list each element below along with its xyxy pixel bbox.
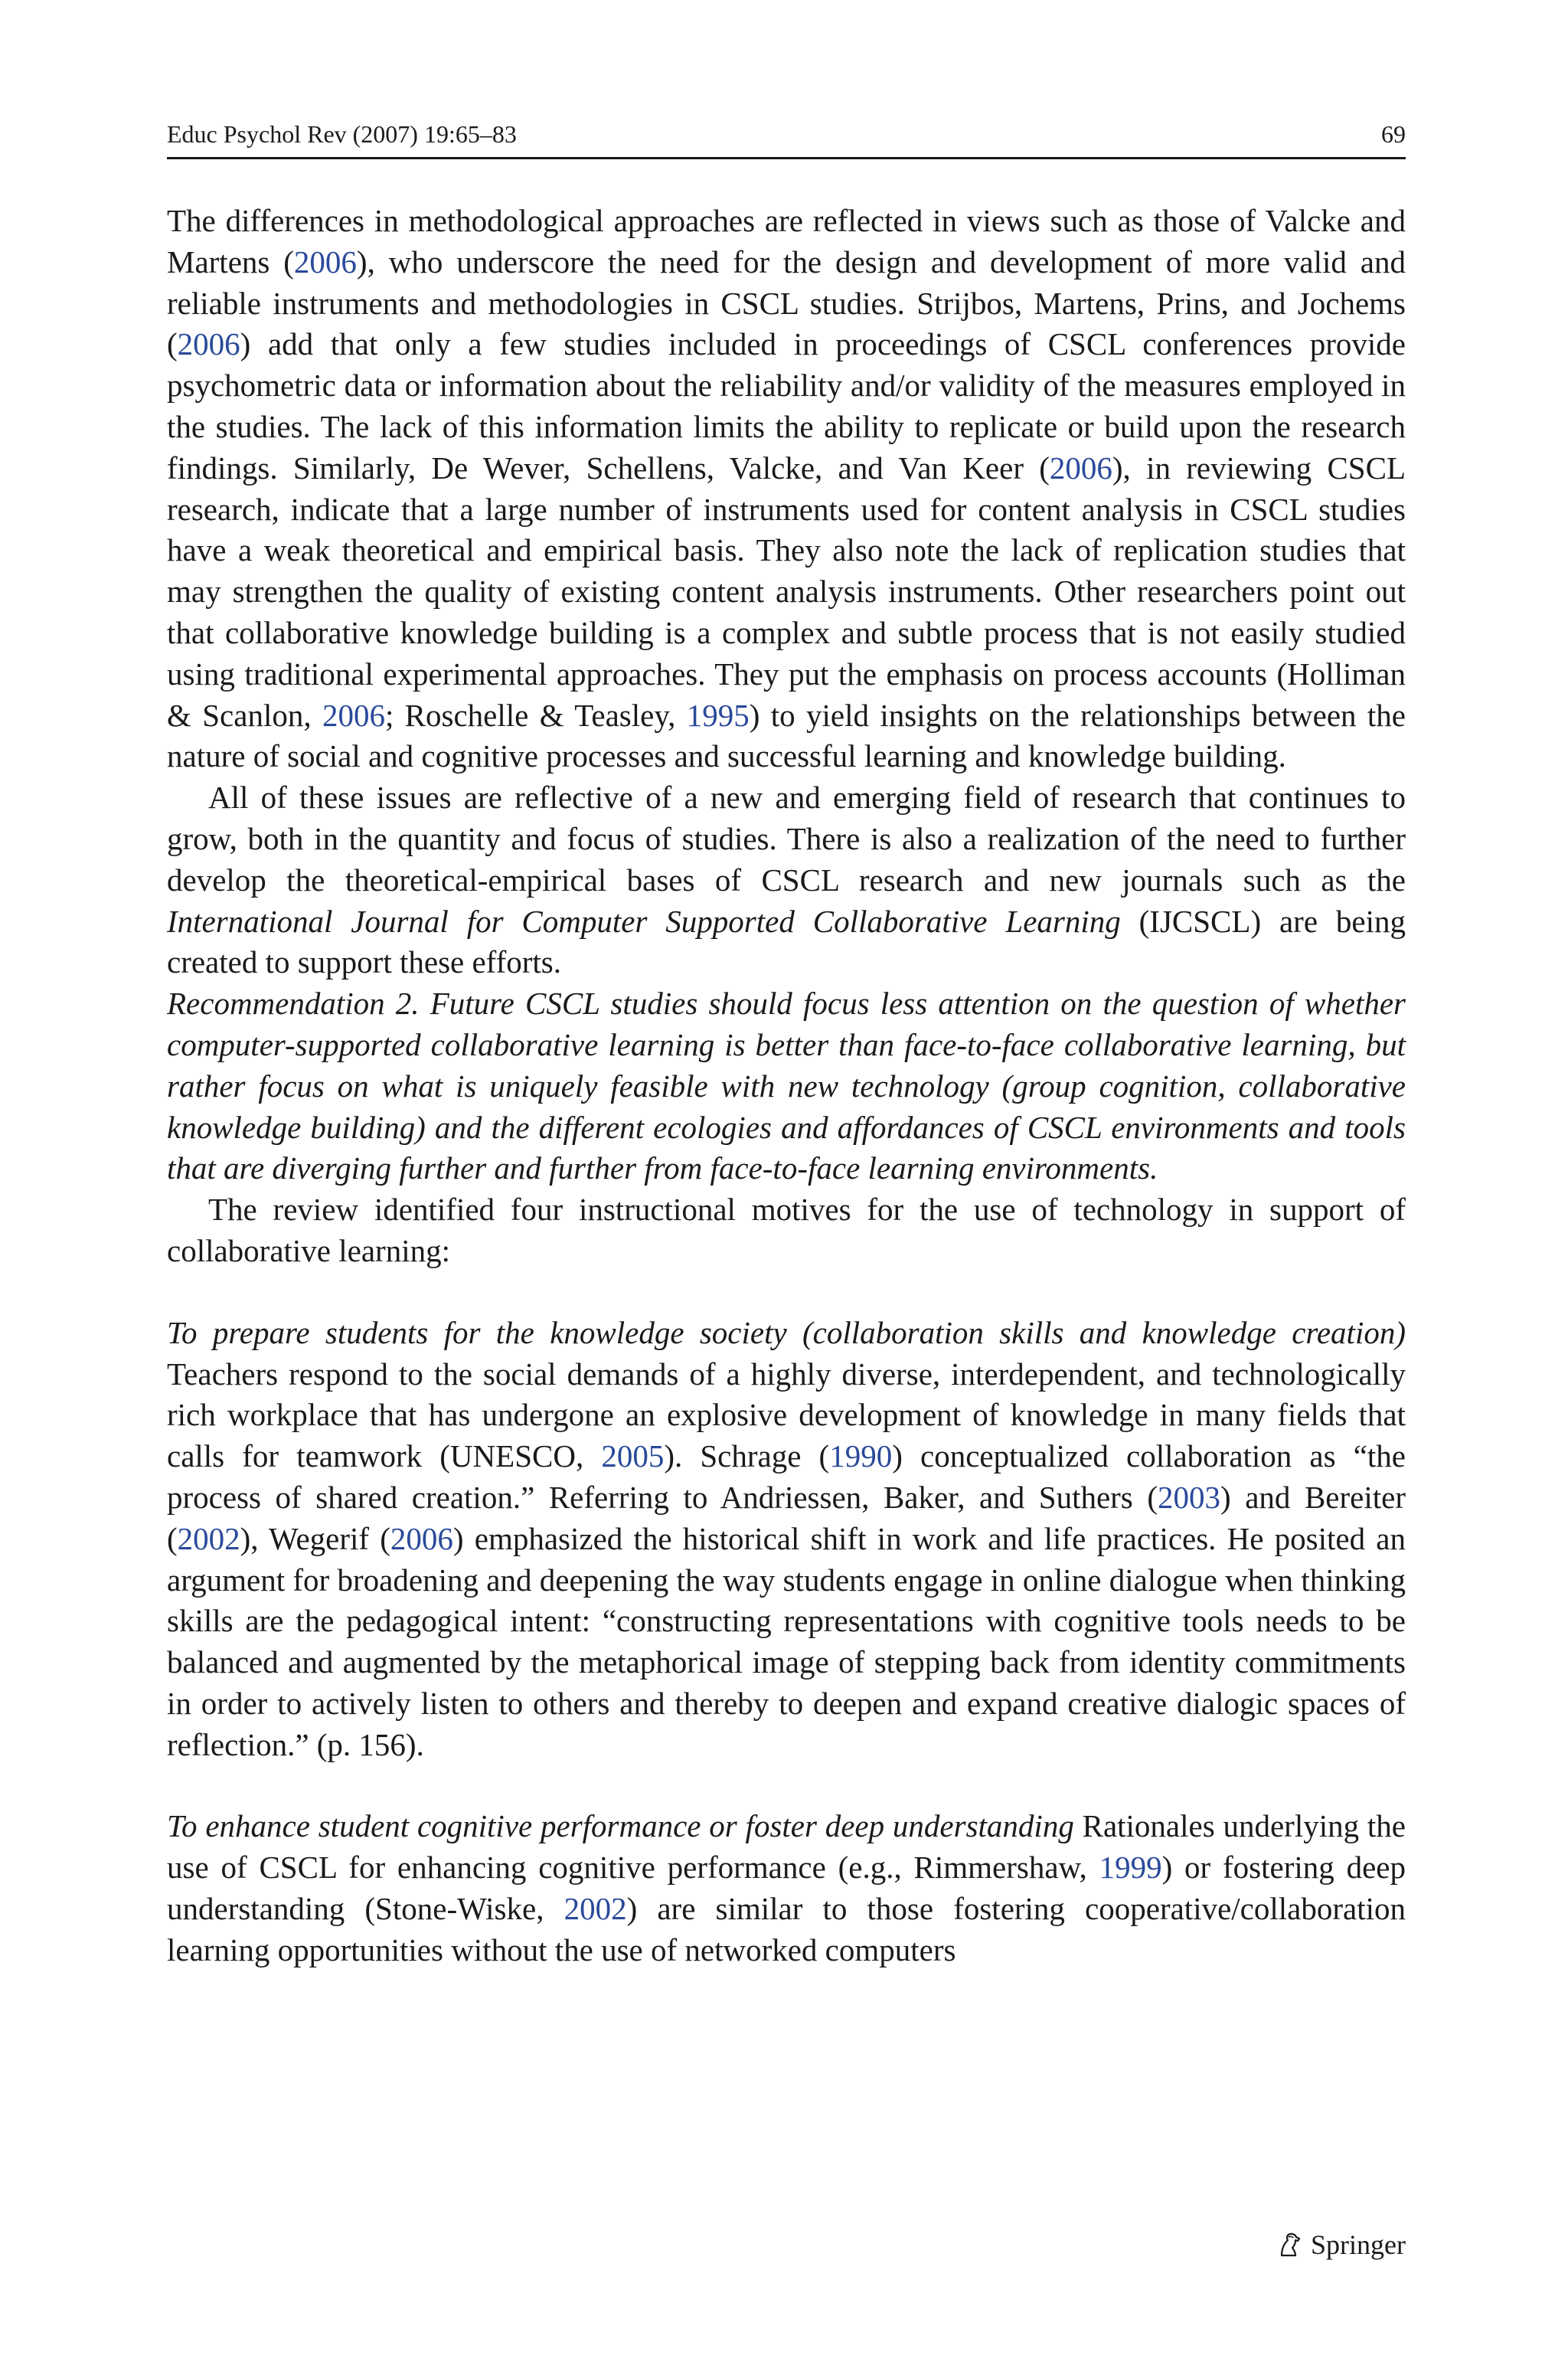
citation-link[interactable]: 1990 [829,1438,893,1474]
publisher-logo [1274,2226,1406,2264]
citation-link[interactable]: 2006 [1049,450,1112,486]
citation-link[interactable]: 1999 [1099,1850,1162,1886]
journal-citation: Educ Psychol Rev (2007) 19:65–83 [167,120,517,148]
spacer [167,1765,1406,1806]
citation-link[interactable]: 1995 [686,697,750,733]
citation-link[interactable]: 2003 [1157,1479,1220,1515]
citation-link[interactable]: 2005 [601,1438,665,1474]
page-number: 69 [1381,120,1406,148]
citation-link[interactable]: 2006 [322,697,385,733]
citation-link[interactable]: 2006 [177,326,240,362]
citation-link[interactable]: 2006 [390,1520,453,1556]
paragraph-emerging-field: All of these issues are reflective of a new and emerging field of research that continues to grow, both in the quantity and focus of studies. There is also a realization of the need to further develop the theoretical-empirical bases of CSCL research and new journals such as the International Journal for Computer Supported Collaborative Learning (IJCSCL) are being created to support these efforts. [167,780,1406,980]
section-knowledge-society: To prepare students for the knowledge society (collaboration skills and knowledge creation) Teachers respond to the social demands of a highly diverse, interdependent, and technologically rich workplace that has undergone an explosive development of knowledge in many fields that calls for teamwork (UNESCO, 2005). Schrage (1990) conceptualized collaboration as “the process of shared creation.” Referring to Andriessen, Baker, and Suthers (2003) and Bereiter (2002), Wegerif (2006) emphasized the historical shift in work and life practices. He posited an argument for broadening and deepening the way students engage in online dialogue when thinking skills are the pedagogical intent: “constructing representations with cognitive tools needs to be balanced and augmented by the metaphorical image of stepping back from identity commitments in order to actively listen to others and thereby to deepen and expand creative dialogic spaces of reflection.” (p. 156). [167,1314,1406,1762]
header-rule [167,157,1406,159]
running-header [167,115,1406,153]
body-text [167,201,1406,1971]
paragraph-motives: The review identified four instructional motives for the use of technology in support of collaborative learning: [167,1192,1406,1268]
section-heading: To enhance student cognitive performance or foster deep understanding [167,1808,1074,1844]
publisher-name: Springer [1311,2229,1406,2260]
section-heading: To prepare students for the knowledge society (collaboration skills and knowledge creation) [167,1314,1406,1350]
springer-horse-icon [1274,2229,1305,2260]
citation-link[interactable]: 2002 [564,1891,627,1927]
paragraph-methodology: The differences in methodological approaches are reflected in views such as those of Valcke and Martens (2006), who underscore the need for the design and development of more valid and reliable instruments and methodologies in CSCL studies. Strijbos, Martens, Prins, and Jochems (2006) add that only a few studies included in proceedings of CSCL conferences provide psychometric data or information about the reliability and/or validity of the measures employed in the studies. The lack of this information limits the ability to replicate or build upon the research findings. Similarly, De Wever, Schellens, Valcke, and Van Keer (2006), in reviewing CSCL research, indicate that a large number of instruments used for content analysis in CSCL studies have a weak theoretical and empirical basis. They also note the lack of replication studies that may strengthen the quality of existing content analysis instruments. Other researchers point out that collaborative knowledge building is a complex and subtle process that is not easily studied using traditional experimental approaches. They put the emphasis on process accounts (Holliman & Scanlon, 2006; Roschelle & Teasley, 1995) to yield insights on the relationships between the nature of social and cognitive processes and successful learning and knowledge building. [167,203,1406,774]
citation-link[interactable]: 2006 [293,244,357,280]
spacer [167,1272,1406,1313]
section-cognitive-performance: To enhance student cognitive performance or foster deep understanding Rationales underlying the use of CSCL for enhancing cognitive performance (e.g., Rimmershaw, 1999) or fostering deep understanding (Stone-Wiske, 2002) are similar to those fostering cooperative/collaboration learning opportunities without the use of networked computers [167,1808,1406,1967]
journal-title: International Journal for Computer Supported Collaborative Learning [167,903,1121,939]
citation-link[interactable]: 2002 [177,1520,240,1556]
recommendation-block: Recommendation 2. Future CSCL studies should focus less attention on the question of whether computer-supported collaborative learning is better than face-to-face collaborative learning, but rather focus on what is uniquely feasible with new technology (group cognition, collaborative knowledge building) and the different ecologies and affordances of CSCL environments and tools that are diverging further and further from face-to-face learning environments. [167,986,1406,1186]
